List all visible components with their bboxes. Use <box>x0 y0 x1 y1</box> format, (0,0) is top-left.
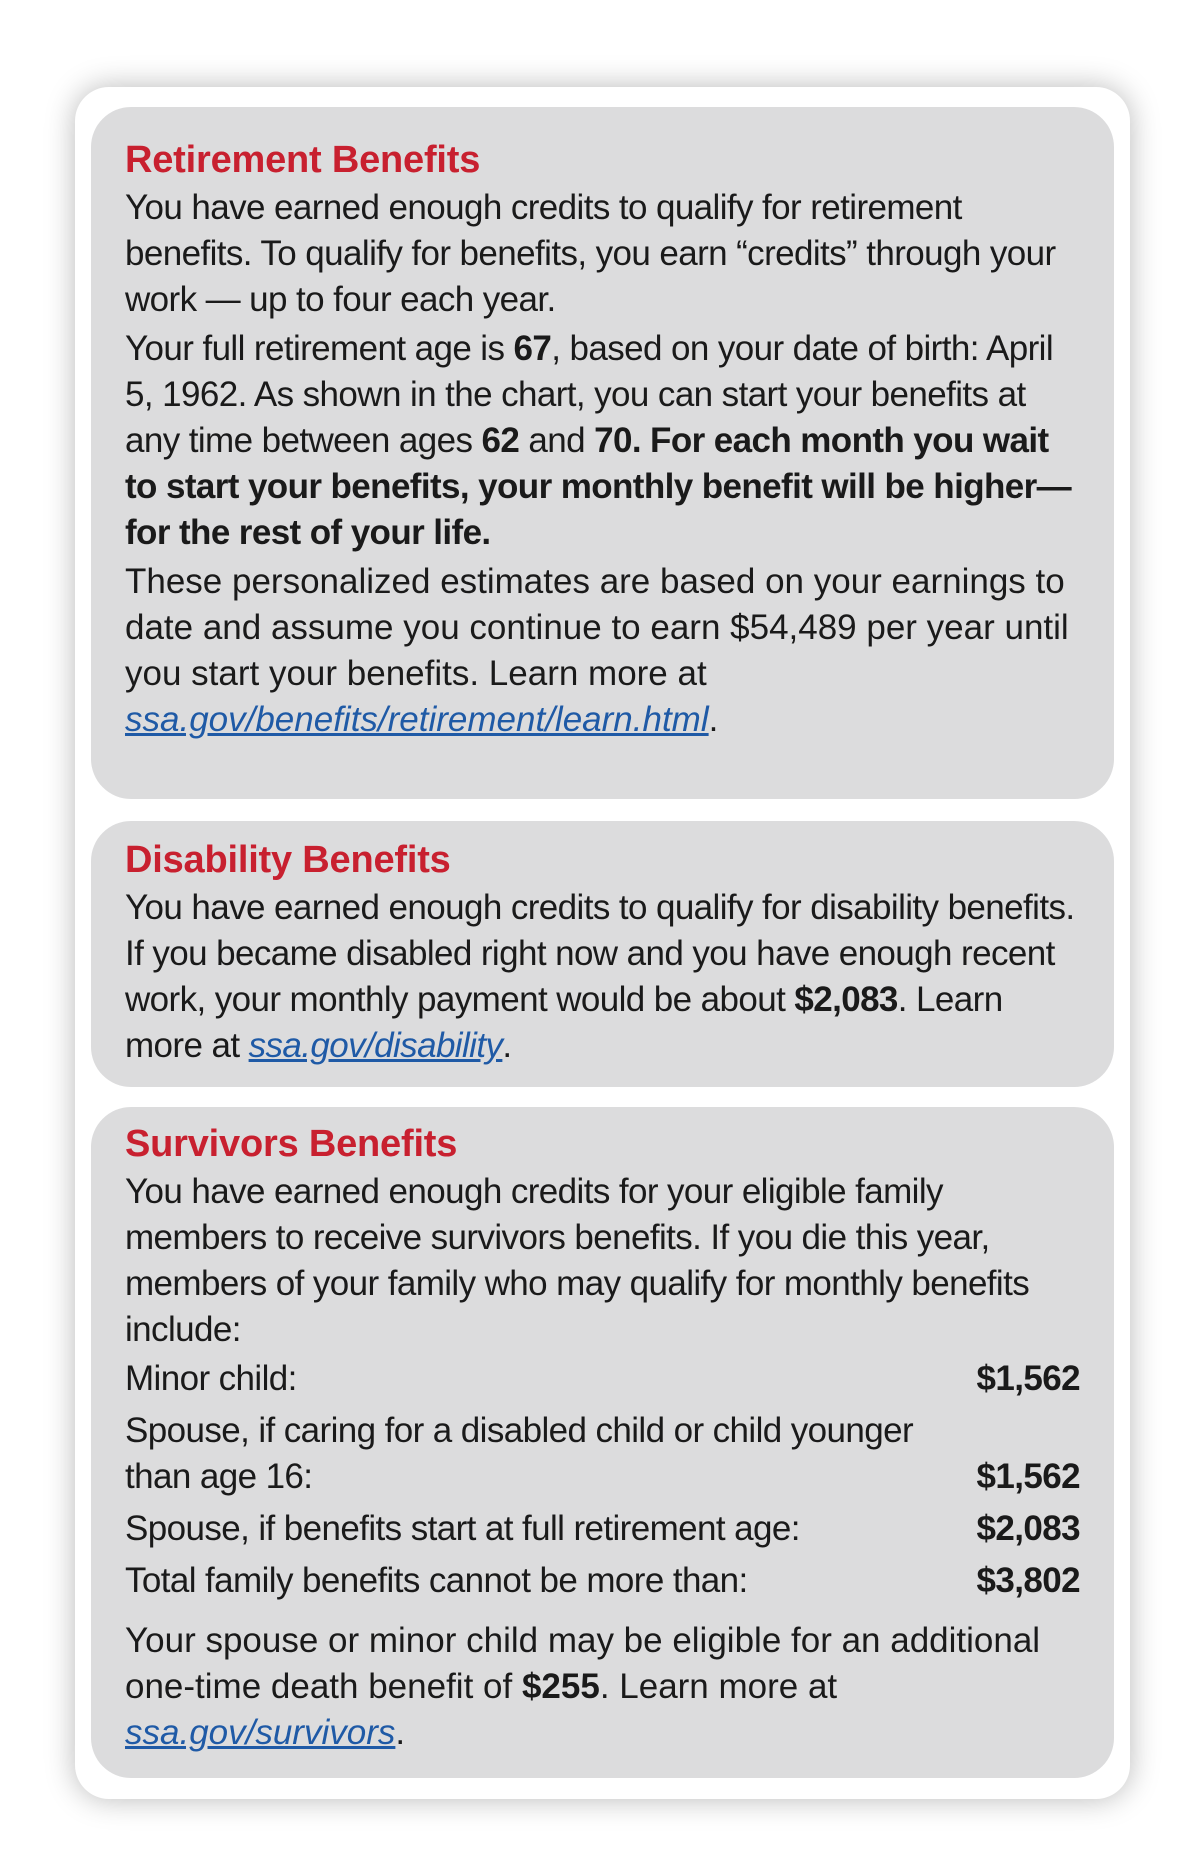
retirement-age-text-a: Your full retirement age is <box>125 329 514 368</box>
retirement-age-text-c: and <box>519 421 595 460</box>
disability-benefits-panel <box>91 821 1114 1087</box>
disability-heading: Disability Benefits <box>125 839 451 881</box>
retirement-age-text-d: . <box>631 421 641 460</box>
full-retirement-age: 67 <box>513 329 552 368</box>
survivors-intro-paragraph: You have earned enough credits for your eligible family members to receive survivors benefits. If you die this year, members of your family who may qualify for monthly benefits include: <box>125 1172 1030 1349</box>
disability-text-a: You have earned enough credits to qualify for disability benefits. If you became disabled right now and you have enough recent work, your monthly payment would be about <box>125 888 1075 1019</box>
retirement-benefits-panel <box>91 107 1114 799</box>
death-benefit-text-a: Your spouse or minor child may be eligible for an additional one-time death benefit of <box>125 1621 1041 1706</box>
disability-amount: $2,083 <box>794 980 898 1019</box>
survivors-learn-more-link[interactable]: ssa.gov/survivors <box>125 1713 396 1752</box>
benefit-row-label: Minor child: <box>125 1359 297 1398</box>
disability-paragraph <box>125 885 1080 1069</box>
survivors-heading: Survivors Benefits <box>125 1123 458 1165</box>
retirement-heading: Retirement Benefits <box>125 139 481 181</box>
death-benefit-amount: $255 <box>521 1667 600 1706</box>
retirement-estimate-paragraph <box>125 559 1080 743</box>
retirement-wait-emphasis: For each month you wait to start your benefits, your monthly benefit will be higher—for the rest of your life. <box>125 421 1072 552</box>
benefit-row-minor-child <box>125 1356 1080 1402</box>
benefit-row-label: Total family benefits cannot be more than: <box>125 1561 748 1600</box>
death-benefit-paragraph <box>125 1618 1080 1756</box>
survivors-benefits-panel <box>91 1107 1114 1778</box>
benefits-sheet <box>75 87 1130 1799</box>
disability-text-end: . <box>502 1026 512 1065</box>
retirement-age-text-b: , based on your date of birth: April 5, 1962. As shown in the chart, you can start your benefits at any time between ages <box>125 329 1054 460</box>
benefit-row-label: Spouse, if benefits start at full retirement age: <box>125 1509 800 1548</box>
benefit-row-label: Spouse, if caring for a disabled child or child younger than age 16: <box>125 1411 914 1496</box>
disability-text-b: . Learn more at <box>125 980 1003 1065</box>
retirement-estimate-text: These personalized estimates are based on your earnings to date and assume you continue to earn $54,489 per year until you start your benefits. Learn more at <box>125 562 1069 693</box>
retirement-credits-paragraph: You have earned enough credits to qualify for retirement benefits. To qualify for benefits, you earn “credits” through your work — up to four each year. <box>125 188 1056 319</box>
benefit-row-amount: $3,802 <box>976 1561 1080 1600</box>
disability-learn-more-link[interactable]: ssa.gov/disability <box>248 1026 503 1065</box>
benefit-row-amount: $1,562 <box>976 1457 1080 1496</box>
death-benefit-text-b: . Learn more at <box>599 1667 838 1706</box>
minimum-age: 62 <box>481 421 520 460</box>
survivors-benefit-list <box>125 1356 1080 1604</box>
benefit-row-amount: $1,562 <box>976 1359 1080 1398</box>
retirement-estimate-end: . <box>708 700 719 739</box>
maximum-age: 70 <box>594 421 632 460</box>
benefit-row-spouse-caring <box>125 1408 1080 1500</box>
benefit-row-spouse-full-age <box>125 1506 1080 1552</box>
benefit-row-amount: $2,083 <box>976 1509 1080 1548</box>
benefit-row-total-family <box>125 1558 1080 1604</box>
retirement-learn-more-link[interactable]: ssa.gov/benefits/retirement/learn.html <box>125 700 709 739</box>
retirement-age-paragraph <box>125 326 1080 556</box>
death-benefit-text-end: . <box>395 1713 406 1752</box>
